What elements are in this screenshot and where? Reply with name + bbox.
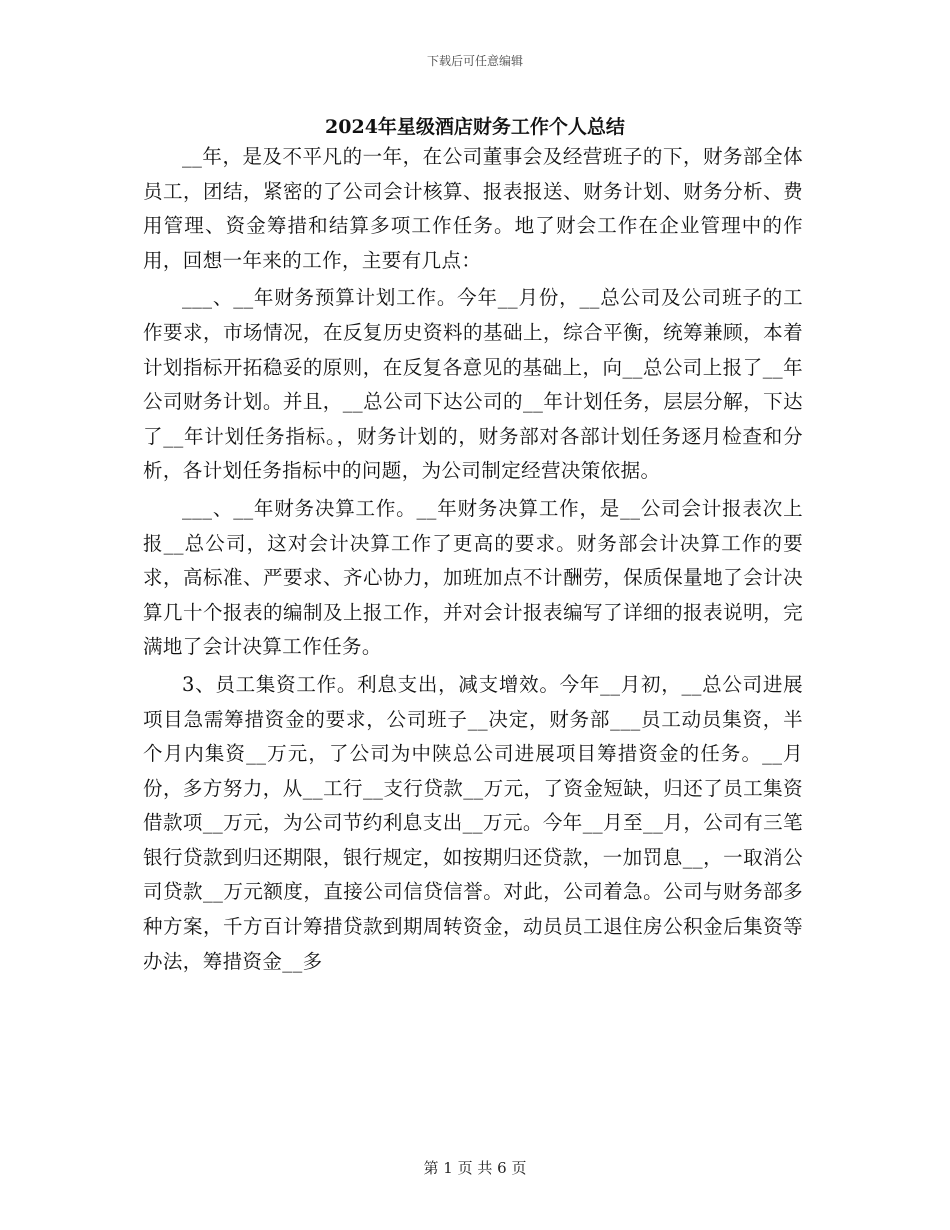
page-header-note: 下载后可任意编辑 [426,54,523,68]
paragraph-budget-plan: ___、__年财务预算计划工作。今年__月份，__总公司及公司班子的工作要求，市场情况，在反复历史资料的基础上，综合平衡，统筹兼顾，本着计划指标开拓稳妥的原则，在反复各意见的基础上，向__总公司上报了__年公司财务计划。并且，__总公司下达公司的__年计划任务，层层分解，下达了__年计划任务指标。，财务计划的，财务部对各部计划任务逐月检查和分析，各计划任务指标中的问题，为公司制定经营决策依据。 [143,286,803,483]
document-title: 2024年星级酒店财务工作个人总结 [325,116,625,138]
page-number: 第 1 页 共 6 页 [423,1159,527,1177]
document-body [143,140,803,982]
paragraph-intro: __年，是及不平凡的一年，在公司董事会及经营班子的下，财务部全体员工，团结，紧密的了公司会计核算、报表报送、财务计划、财务分析、费用管理、资金筹措和结算多项工作任务。地了财会工作在企业管理中的作用，回想一年来的工作，主要有几点： [143,145,803,272]
paragraph-final-accounts: ___、__年财务决算工作。__年财务决算工作，是__公司会计报表次上报__总公司，这对会计决算工作了更高的要求。财务部会计决算工作的要求，高标准、严要求、齐心协力，加班加点不计酬劳，保质保量地了会计决算几十个报表的编制及上报工作，并对会计报表编写了详细的报表说明，完满地了会计决算工作任务。 [143,496,803,659]
paragraph-staff-fundraising: 3、员工集资工作。利息支出，减支增效。今年__月初，__总公司进展项目急需筹措资金的要求，公司班子__决定，财务部___员工动员集资，半个月内集资__万元，了公司为中陕总公司进展项目筹措资金的任务。__月份，多方努力，从__工行__支行贷款__万元，了资金短缺，归还了员工集资借款项__万元，为公司节约利息支出__万元。今年__月至__月，公司有三笔银行贷款到归还期限，银行规定，如按期归还贷款，一加罚息__，一取消公司贷款__万元额度，直接公司信贷信誉。对此，公司着急。公司与财务部多种方案，千方百计筹措贷款到期周转资金，动员员工退住房公积金后集资等办法，筹措资金__多 [143,672,803,973]
